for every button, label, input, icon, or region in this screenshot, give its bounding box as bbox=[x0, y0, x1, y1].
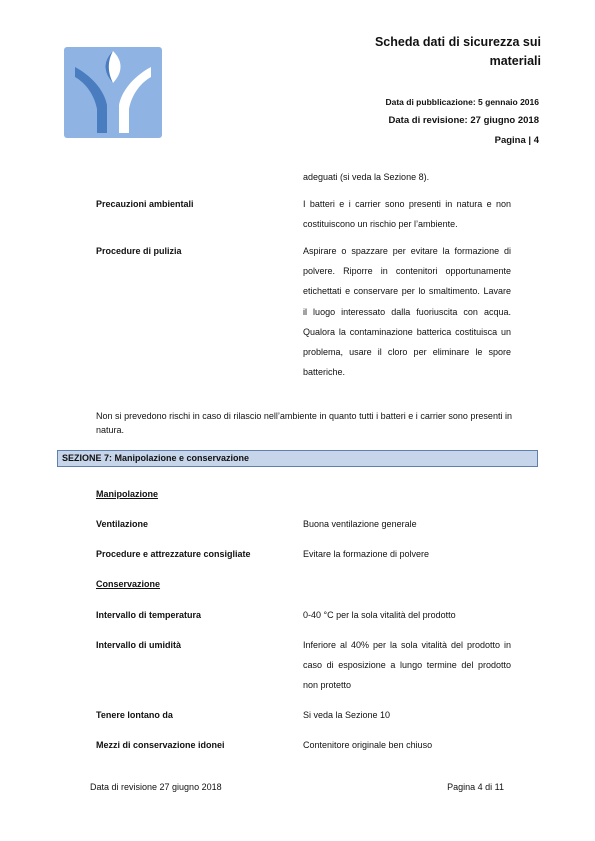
row-label-humidity: Intervallo di umidità bbox=[96, 640, 182, 650]
row-value-keep-away: Si veda la Sezione 10 bbox=[303, 710, 391, 720]
revision-date: Data di revisione: 27 giugno 2018 bbox=[388, 115, 539, 126]
row-label-cleanup: Procedure di pulizia bbox=[96, 246, 182, 256]
row-label-environment: Precauzioni ambientali bbox=[96, 199, 194, 209]
section7-header bbox=[57, 450, 538, 467]
manipulation-heading: Manipolazione bbox=[96, 489, 159, 499]
section6-continuation: adeguati (si veda la Sezione 8). bbox=[303, 172, 430, 182]
row-label-keep-away: Tenere lontano da bbox=[96, 710, 173, 720]
row-label-ventilation: Ventilazione bbox=[96, 519, 149, 529]
publication-date: Data di pubblicazione: 5 gennaio 2016 bbox=[385, 97, 539, 107]
row-value-environment: I batteri e i carrier sono presenti in natura e non costituiscono un rischio per l’ambiente. bbox=[303, 199, 511, 230]
row-value-cleanup: Aspirare o spazzare per evitare la formazione di polvere. Riporre in contenitori opportunamente etichettati e conservare per lo smaltimento. Lavare il luogo interessato dalla fuoriuscita con acqua. Qualora la contaminazione batterica costituisca un problema, usare il cloro per eliminare le spore batteriche. bbox=[303, 246, 511, 378]
company-logo bbox=[64, 47, 162, 138]
page-indicator: Pagina | 4 bbox=[494, 135, 539, 146]
storage-heading: Conservazione bbox=[96, 579, 161, 589]
row-value-storage-means: Contenitore originale ben chiuso bbox=[303, 740, 433, 750]
document-title: Scheda dati di sicurezza sui materiali bbox=[374, 35, 541, 68]
environment-note: Non si prevedono rischi in caso di rilascio nell’ambiente in quanto tutti i batteri e i carrier sono presenti in natura. bbox=[96, 411, 512, 435]
row-label-procedures: Procedure e attrezzature consigliate bbox=[96, 549, 251, 559]
row-label-storage-means: Mezzi di conservazione idonei bbox=[96, 740, 225, 750]
row-value-procedures: Evitare la formazione di polvere bbox=[303, 549, 430, 559]
row-value-humidity: Inferiore al 40% per la sola vitalità del prodotto in caso di esposizione a lungo termine del prodotto non protetto bbox=[303, 640, 511, 691]
row-label-temperature: Intervallo di temperatura bbox=[96, 610, 202, 620]
section7-title: SEZIONE 7: Manipolazione e conservazione bbox=[62, 453, 250, 463]
row-value-ventilation: Buona ventilazione generale bbox=[303, 519, 417, 529]
footer-page: Pagina 4 di 11 bbox=[447, 782, 504, 792]
footer-revision: Data di revisione 27 giugno 2018 bbox=[90, 782, 222, 792]
row-value-temperature: 0-40 °C per la sola vitalità del prodotto bbox=[303, 610, 456, 620]
